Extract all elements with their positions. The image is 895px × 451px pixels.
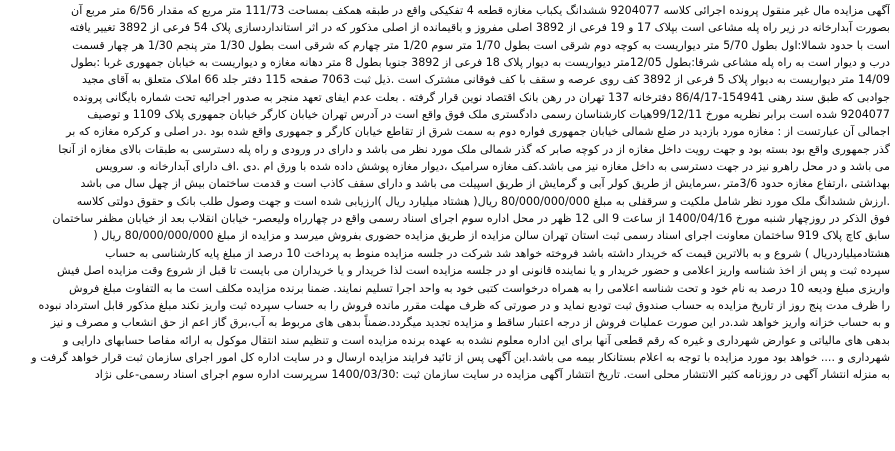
notice-line: 9204077 شده است برابر نظریه مورخ 99/12/11هیات کارشناسان رسمی دادگستری ملک فوق واقع است در آدرس تهران خیابان کارگر خیابان جمهوری پلاک 1109 و توصیف [87, 108, 890, 122]
notice-line: .ارزش ششدانگ ملک مورد نظر شامل ملکیت و سرقفلی به مبلغ 80/000/000/000 ریال( هشتاد میلیارد ریال )ارزیابی شده است و جهت وصول طلب بانک و حقوق دولتی کلاسه [76, 194, 890, 208]
notice-line: واریزی مبلغ ودیعه 10 درصد به نام خود و تحت شناسه اعلامی را به همراه درخواست کتبی خود به واحد اجرا تسلیم نمایند. ضمنا برنده مزایده مکلف است ما به التفاوت مبلغ فروش [69, 281, 890, 295]
notice-line: بهداشتی ،ارتفاع مغازه حدود 3/6متر ،سرمایش از طریق کولر آبی و گرمایش از طریق اسپیلت می باشد و دارای سقف کاذب است و قدمت ساختمان بیش از چهل سال می باشد [80, 177, 890, 191]
notice-line: درب و دیوار است به راه پله مشاعی شرقا:بطول 12/05متر دیواریست به دیوار پلاک 18 فرعی از 3892 جنوبا بطول 8 متر دهانه مغازه و دیواریست به خیابان جمهوری غربا :بطول [70, 56, 890, 70]
notice-line: اجمالی آن عبارتست از : مغازه مورد بازدید در ضلع شمالی خیابان جمهوری فواره دوم به سمت شرق از تقاطع خیابان کارگر و جمهوری واقع شده بود .در اصلی و کرکره مغازه که بر [66, 125, 890, 139]
notice-line: هشتادمیلیاردریال ) شروع و به بالاترین قیمت که خریدار داشته باشد فروخته خواهد شد شرکت در جلسه مزایده منوط به پرداخت 10 درصد از مبلغ پایه کارشناسی به حساب [105, 246, 890, 260]
notice-line: و به حساب خزانه واریز خواهد شد.در این صورت عملیات فروش از درجه اعتبار ساقط و مزایده تجدید میگردد.ضمناً بدهی های مربوط به آب،برق گاز اعم از حق انشعاب و مصرف و نیز [50, 316, 890, 330]
notice-line: آگهی مزایده مال غیر منقول پرونده اجرائی کلاسه 9204077 ششدانگ یکباب مغازه قطعه 4 تفکیکی واقع در طبقه همکف بمساحت 111/73 متر مربع که مقدار 6/56 متر مربع آن [71, 4, 890, 17]
notice-line: را ظرف مدت پنج روز از تاریخ مزایده به حساب صندوق ثبت تودیع نماید و در صورتی که ظرف مهلت مقرر مانده فروش را به حساب سپرده ثبت واریز نکند مبلغ مذکور قابل استرداد نبوده [38, 298, 890, 312]
notice-line: جوادبی که طبق سند رهنی 154941-86/4/17 دفترخانه 137 تهران در رهن بانک اقتصاد نوین قرار گرفته . بعلت عدم ایفای تعهد منجر به صدور اجرائیه تحت شماره بایگانی پرونده [72, 90, 890, 104]
notice-line: می باشد و در محل راهرو نیز در جهت دسترسی به داخل مغازه نیز می باشد.کف مغازه سرامیک ،دیوار مغازه پوشش داده شده با ورق ام .دی .اف دارای آبدارخانه و. سرویس [95, 160, 890, 174]
notice-line: شهرداری و .... خواهد بود مورد مزایده با توجه به اعلام بستانکار بیمه می باشد.این آگهی پس از تائید فرایند مزایده ارسال و در سایت اداره کل امور اجرای سازمان ثبت قرار خواهد گرفت و [31, 350, 890, 364]
notice-line: گذر جمهوری واقع بود بسته بود و جهت رویت داخل مغازه از در کوچه صابر که گذر شمالی ملک مورد نظر می باشد و دارای در ورودی و راه پله دسترسی به طبقات بالای مغازه از آنجا [58, 142, 890, 156]
notice-line: است با حدود شمالا:اول بطول 5/70 متر دیواریست به کوچه دوم شرقی است بطول 1/70 متر سوم 1/20 متر چهارم که شرقی است بطول 1/30 متر پنجم 1/30 هر چهار قسمت [72, 38, 890, 52]
notice-line: سابق کاچ پلاک 919 ساختمان معاونت اجرای اسناد رسمی ثبت استان تهران سالن مزایده از طریق مزایده حضوری بفروش میرسد و مزایده از مبلغ 80/000/000/000 ریال ( [93, 229, 890, 243]
notice-line: بدهی های مالیاتی و عوارض شهرداری و غیره که رقم قطعی آنها برای این اداره معلوم نشده به عهده برنده مزایده است و تنظیم سند انتقال موکول به ارائه مفاصا حسابهای دارایی و [63, 333, 890, 347]
notice-line: 14/09 متر دیواریست به دیوار پلاک 5 فرعی از 3892 کف روی عرصه و سقف با کف فوقانی مشترک است .ذیل ثبت 7063 صفحه 115 دفتر جلد 66 املاک متعلق به آقای مجید [82, 73, 890, 87]
notice-line: به منزله انتشار آگهی در روزنامه کثیر الانتشار محلی است. تاریخ انتشار آگهی مزایده در سایت سازمان ثبت :1400/03/30 سرپرست اداره سوم اجرای اسناد رسمی-علی نژاد [94, 368, 890, 382]
notice-line: سپرده ثبت و پس از اخذ شناسه واریز اعلامی و حضور خریدار و یا نماینده قانونی او در جلسه مزایده است لذا خریدار و یا خریداران می بایست تا قبل از شروع وقت مزایده اصل فیش [57, 264, 890, 278]
notice-line: فوق الذکر در روزچهار شنبه مورخ 1400/04/16 از ساعت 9 الی 12 ظهر در محل اداره سوم اجرای اسناد رسمی واقع در چهارراه ولیعصر- خیابان انقلاب بعد از خیابان مظفر ساختمان [52, 212, 890, 226]
notice-line: بصورت آبدارخانه در زیر راه پله مشاعی است بپلاک 17 و 19 فرعی از 3892 اصلی مفروز و باقیمانده از اصلی مذکور که در اثر استانداردسازی پلاک 54 فرعی از 3892 تغییر یافته [69, 21, 890, 35]
